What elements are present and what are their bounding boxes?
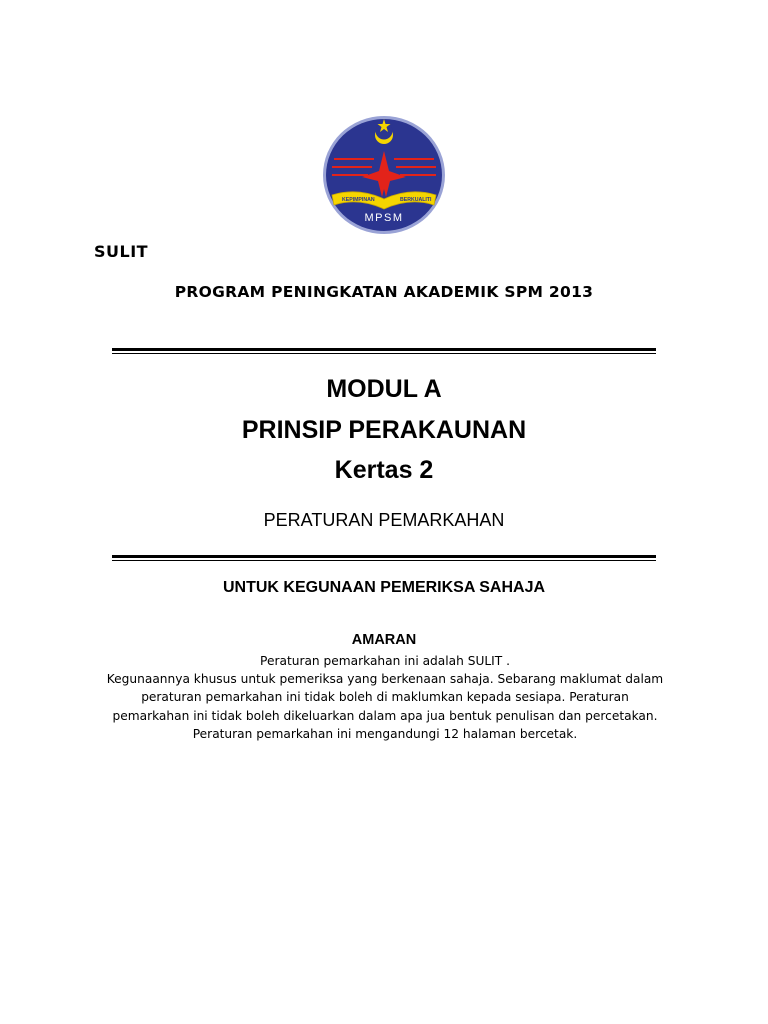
module-title: MODUL A xyxy=(326,375,442,403)
ribbon-left-text: KEPIMPINAN xyxy=(342,197,375,203)
warning-heading: AMARAN xyxy=(351,632,417,648)
warning-body xyxy=(90,652,680,743)
doc-type-title: PERATURAN PEMARKAHAN xyxy=(263,510,505,530)
examiner-notice: UNTUK KEGUNAAN PEMERIKSA SAHAJA xyxy=(222,579,546,596)
logo-acronym: MPSM xyxy=(364,212,404,224)
bottom-divider xyxy=(112,555,656,561)
program-title: PROGRAM PENINGKATAN AKADEMIK SPM 2013 xyxy=(174,283,594,301)
classification-label: SULIT xyxy=(94,242,149,261)
warning-line: pemarkahan ini tidak boleh dikeluarkan dalam apa jua bentuk penulisan dan percetakan. xyxy=(112,708,658,723)
warning-line: Peraturan pemarkahan ini mengandungi 12 halaman bercetak. xyxy=(192,726,578,741)
warning-line: peraturan pemarkahan ini tidak boleh di maklumkan kepada sesiapa. Peraturan xyxy=(141,690,629,705)
subject-title: PRINSIP PERAKAUNAN xyxy=(241,416,527,444)
mpsm-crest-icon xyxy=(322,115,446,235)
warning-line: Peraturan pemarkahan ini adalah SULIT . xyxy=(260,654,510,668)
warning-line: Kegunaannya khusus untuk pemeriksa yang berkenaan sahaja. Sebarang maklumat dalam xyxy=(106,672,664,687)
top-divider xyxy=(112,348,656,354)
ribbon-right-text: BERKUALITI xyxy=(400,197,432,203)
paper-title: Kertas 2 xyxy=(334,456,434,484)
